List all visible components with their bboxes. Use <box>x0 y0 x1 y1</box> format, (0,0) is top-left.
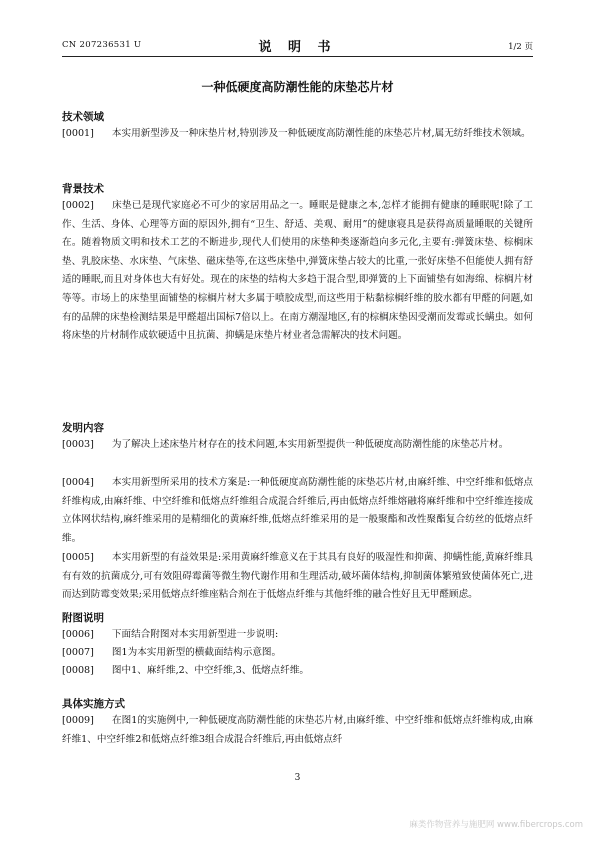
section-background: 背景技术 <box>62 183 104 195</box>
paragraph-id: [0001] <box>62 128 94 139</box>
paragraph-0006 <box>62 626 533 645</box>
paragraph-0004 <box>62 474 533 548</box>
publication-number: CN 207236531 U <box>62 40 142 50</box>
paragraph-text: 床垫已是现代家庭必不可少的家居用品之一。睡眠是健康之本,怎样才能拥有健康的睡眠呢!除了工作、生活、身体、心理等方面的原因外,拥有“卫生、舒适、美观、耐用”的健康寝具是获得高质量睡眠的关键所在。随着物质文明和技术工艺的不断进步,现代人们使用的床垫种类逐渐趋向多元化,主要有:弹簧床垫、棕榈床垫、乳胶床垫、水床垫、气床垫、磁床垫等,在这些床垫中,弹簧床垫占较大的比重,一张好床垫不但能使人拥有舒适的睡眠,而且对身体也大有好处。现在的床垫的结构大多趋于混合型,即弹簧的上下面铺垫有如海绵、棕榈片材等等。市场上的床垫里面铺垫的棕榈片材大多属于喷胶成型,而这些用于粘黏棕榈纤维的胶水都有甲醛的问题,如有的品牌的床垫检测结果是甲醛超出国标7倍以上。在南方潮湿地区,有的棕榈床垫因受潮而发霉或长螨虫。如何将床垫的片材制作成软硬适中且抗菌、抑螨是床垫片材业者急需解决的技术问题。 <box>62 200 533 342</box>
header-title: 说 明 书 <box>258 40 337 55</box>
section-invention: 发明内容 <box>62 422 104 434</box>
paragraph-0009 <box>62 712 533 749</box>
paragraph-0001 <box>62 125 533 144</box>
paragraph-0003 <box>62 436 533 455</box>
section-tech-field: 技术领域 <box>62 111 104 123</box>
watermark: 麻类作物营养与施肥网 www.fibercrops.com <box>409 820 583 830</box>
paragraph-id: [0007] <box>62 647 94 658</box>
paragraph-0007 <box>62 644 533 663</box>
paragraph-id: [0002] <box>62 200 94 211</box>
paragraph-text: 本实用新型涉及一种床垫片材,特别涉及一种低硬度高防潮性能的床垫芯片材,属无纺纤维技术领域。 <box>111 128 531 139</box>
paragraph-id: [0008] <box>62 665 94 676</box>
paragraph-id: [0004] <box>62 477 94 488</box>
page-number: 3 <box>294 773 301 783</box>
paragraph-0005 <box>62 549 533 605</box>
document-title: 一种低硬度高防潮性能的床垫芯片材 <box>201 80 394 94</box>
section-drawings: 附图说明 <box>62 612 104 624</box>
paragraph-text: 本实用新型所采用的技术方案是:一种低硬度高防潮性能的床垫芯片材,由麻纤维、中空纤维和低熔点纤维构成,由麻纤维、中空纤维和低熔点纤维组合成混合纤维后,再由低熔点纤维熔融将麻纤维和中空纤维连接成立体网状结构,麻纤维采用的是精细化的黄麻纤维,低熔点纤维采用的是一般聚酯和改性聚酯复合纺丝的低熔点纤维。 <box>62 477 533 544</box>
paragraph-text: 图1为本实用新型的横截面结构示意图。 <box>111 647 282 658</box>
section-embodiment: 具体实施方式 <box>62 698 125 710</box>
paragraph-0002 <box>62 197 533 346</box>
paragraph-id: [0005] <box>62 552 94 563</box>
paragraph-id: [0006] <box>62 629 94 640</box>
paragraph-id: [0003] <box>62 439 94 450</box>
page-header <box>62 36 533 57</box>
header-page-indicator: 1/2 页 <box>508 42 533 52</box>
paragraph-text: 为了解决上述床垫片材存在的技术问题,本实用新型提供一种低硬度高防潮性能的床垫芯片材。 <box>111 439 509 450</box>
paragraph-text: 本实用新型的有益效果是:采用黄麻纤维意义在于其具有良好的吸湿性和抑菌、抑螨性能,黄麻纤维具有有效的抗菌成分,可有效阻碍霉菌等微生物代谢作用和生理活动,破坏菌体结构,抑制菌体繁殖致使菌体死亡,进而达到防霉变效果;采用低熔点纤维座粘合剂在于低熔点纤维与其他纤维的融合性好且无甲醛顾虑。 <box>62 552 533 601</box>
paragraph-text: 下面结合附图对本实用新型进一步说明: <box>111 629 279 640</box>
paragraph-id: [0009] <box>62 715 94 726</box>
paragraph-text: 图中1、麻纤维,2、中空纤维,3、低熔点纤维。 <box>111 665 310 676</box>
paragraph-0008 <box>62 662 533 681</box>
paragraph-text: 在图1的实施例中,一种低硬度高防潮性能的床垫芯片材,由麻纤维、中空纤维和低熔点纤维构成,由麻纤维1、中空纤维2和低熔点纤维3组合成混合纤维后,再由低熔点纤 <box>62 715 533 745</box>
